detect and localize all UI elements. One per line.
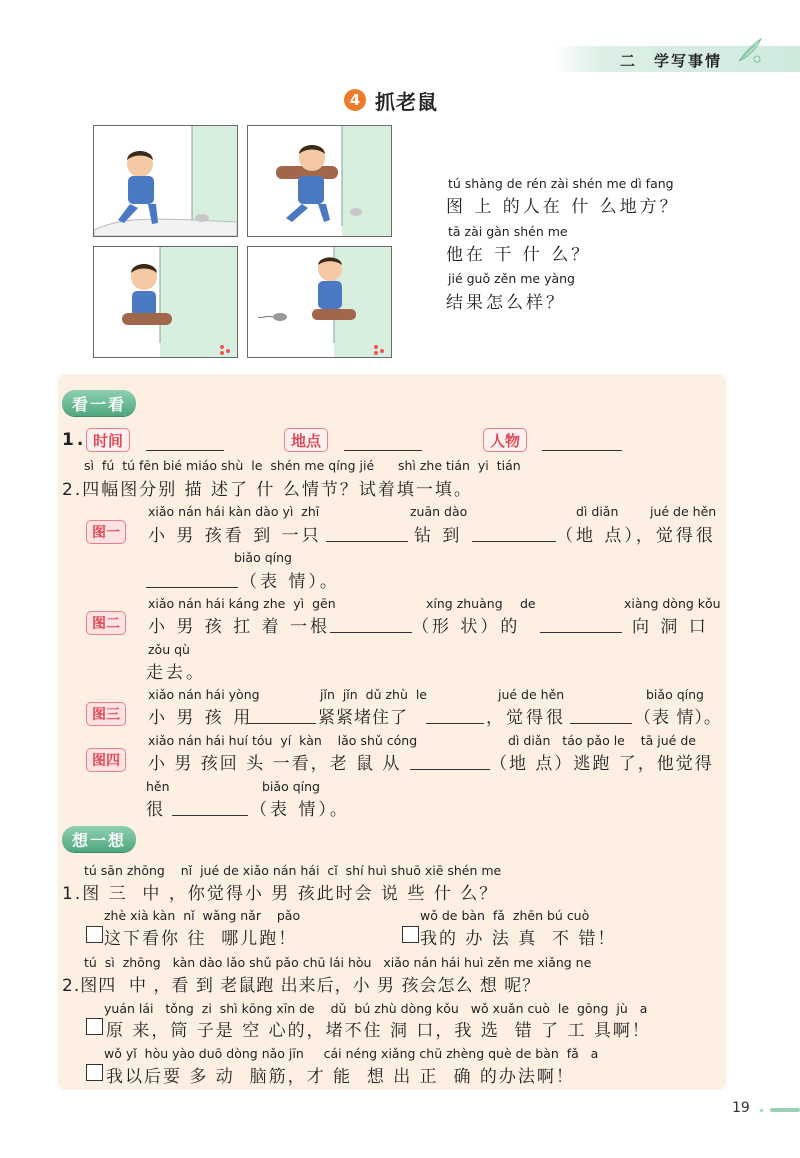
option-4-pinyin: wǒ yǐ hòu yào duō dòng nǎo jīn cái néng xiǎng chū zhèng què de bàn fǎ a xyxy=(104,1046,599,1061)
section-header: 二 学写事情 xyxy=(620,52,723,70)
look-item-2-pinyin: sì fú tú fēn bié miáo shù le shén me qíng jié shì zhe tián yi tián xyxy=(84,458,521,473)
fig3-blank-hole[interactable] xyxy=(426,722,484,724)
fig1-text-b: 钻 到 xyxy=(414,526,463,546)
question-2: 他在 干 什 么？ xyxy=(446,245,592,265)
fig1-blank-animal[interactable] xyxy=(326,540,408,542)
fig3-text-d: （表 情）。 xyxy=(634,708,722,728)
fig2-text-c: 向 洞 口 xyxy=(632,617,709,637)
fig3-blank-tool[interactable] xyxy=(248,722,316,724)
option-2-text: 我的 办 法 真 不 错！ xyxy=(420,929,617,949)
lesson-title xyxy=(344,86,438,114)
question-3-pinyin: jié guǒ zěn me yàng xyxy=(448,271,575,286)
mouse-escapes-illustration xyxy=(248,247,391,357)
fig2-pinyin-e: zǒu qù xyxy=(148,642,190,657)
option-3-pinyin: yuán lái tǒng zi shì kōng xīn de dǔ bú zhù dòng kǒu wǒ xuǎn cuò le gōng jù a xyxy=(104,1001,648,1016)
time-blank[interactable] xyxy=(146,449,224,451)
comic-panel-3 xyxy=(93,246,238,358)
fig1-text-c: （地 点），觉得很 xyxy=(556,526,716,546)
fig1-pinyin-a: xiǎo nán hái kàn dào yì zhī xyxy=(148,504,320,519)
fig3-text-a: 小 男 孩 用 xyxy=(148,708,254,728)
person-blank[interactable] xyxy=(542,449,622,451)
boy-carries-tube-illustration xyxy=(248,126,391,236)
option-3-text: 原 来，筒 子是 空 心的，堵不住 洞 口，我 选 错 了 工 具啊！ xyxy=(106,1021,651,1041)
fig2-pinyin-c: de xyxy=(520,596,536,611)
lesson-title-text: 抓老鼠 xyxy=(375,89,438,114)
option-4-text: 我以后要 多 动 脑筋，才 能 想 出 正 确 的办法啊！ xyxy=(106,1067,575,1087)
lesson-number: 4 xyxy=(344,89,366,111)
tag-figure-2: 图二 xyxy=(86,611,126,635)
feather-pen-icon xyxy=(735,35,765,65)
boy-runs-scene-illustration xyxy=(94,126,237,236)
fig1-text-a: 小 男 孩看 到 一只 xyxy=(148,526,322,546)
fig2-pinyin-b: xíng zhuàng xyxy=(426,596,503,611)
think-q1-pinyin: tú sān zhōng nǐ jué de xiǎo nán hái cǐ shí huì shuō xiē shén me xyxy=(84,863,502,878)
fig2-text-b: （形 状）的 xyxy=(412,617,521,637)
fig4-text-a: 小 男 孩回 头 一看，老 鼠 从 xyxy=(148,754,402,774)
tag-figure-4: 图四 xyxy=(86,748,126,772)
fig3-text-c: ，觉得很 xyxy=(486,708,566,728)
tag-person: 人物 xyxy=(483,428,527,452)
tag-figure-1: 图一 xyxy=(86,520,126,544)
option-4-checkbox[interactable] xyxy=(86,1064,103,1081)
fig4-text-c: 很 xyxy=(146,800,166,820)
question-1-pinyin: tú shàng de rén zài shén me dì fang xyxy=(448,176,674,191)
think-q1: 1.图 三 中 ，你觉得小 男 孩此时会 说 些 什 么？ xyxy=(62,884,499,904)
fig1-blank-place[interactable] xyxy=(472,540,556,542)
option-1-checkbox[interactable] xyxy=(86,926,103,943)
tag-figure-3: 图三 xyxy=(86,702,126,726)
fig2-text-d: 走去。 xyxy=(146,663,206,683)
fig4-text-d: （表 情）。 xyxy=(250,800,350,820)
comic-panel-2 xyxy=(247,125,392,237)
fig4-blank-place[interactable] xyxy=(410,768,490,770)
think-badge: 想一想 xyxy=(62,826,136,852)
fig2-text-a: 小 男 孩 扛 着 一根 xyxy=(148,617,331,637)
fig3-text-b: 紧紧堵住了 xyxy=(318,708,408,728)
fig3-blank-feeling[interactable] xyxy=(570,722,632,724)
option-2-pinyin: wǒ de bàn fǎ zhēn bú cuò xyxy=(420,908,590,923)
fig4-pinyin-b: dì diǎn táo pǎo le tā jué de xyxy=(508,733,696,748)
tag-place: 地点 xyxy=(284,428,328,452)
fig1-text-d: （表 情）。 xyxy=(240,572,340,592)
look-badge: 看一看 xyxy=(62,390,136,416)
page-number: 19 xyxy=(732,1100,750,1116)
question-3: 结果怎么样？ xyxy=(446,293,566,313)
tag-time: 时间 xyxy=(86,428,130,452)
option-1-text: 这下看你 往 哪儿跑！ xyxy=(104,929,298,949)
comic-panel-4 xyxy=(247,246,392,358)
place-blank[interactable] xyxy=(344,449,422,451)
option-1-pinyin: zhè xià kàn nǐ wǎng nǎr pǎo xyxy=(104,908,301,923)
fig1-pinyin-b: zuān dào xyxy=(410,504,468,519)
option-2-checkbox[interactable] xyxy=(402,926,419,943)
look-item-2: 2.四幅图分别 描 述了 什 么情节？试着填一填。 xyxy=(62,480,473,500)
fig4-blank-feeling[interactable] xyxy=(172,814,248,816)
page-number-line xyxy=(770,1108,800,1112)
fig1-pinyin-c: dì diǎn xyxy=(576,504,619,519)
fig3-pinyin-b: jǐn jǐn dǔ zhù le xyxy=(320,687,427,702)
fig3-pinyin-c: jué de hěn xyxy=(498,687,565,702)
fig1-pinyin-d: jué de hěn xyxy=(650,504,717,519)
fig4-text-b: （地 点）逃跑 了，他觉得 xyxy=(490,754,714,774)
fig3-pinyin-a: xiǎo nán hái yòng xyxy=(148,687,260,702)
fig1-pinyin-e: biǎo qíng xyxy=(234,550,292,565)
fig2-pinyin-d: xiàng dòng kǒu xyxy=(624,596,721,611)
fig1-blank-feeling[interactable] xyxy=(146,586,238,588)
think-q2: 2.图四 中 ，看 到 老鼠跑 出来后，小 男 孩会怎么 想 呢？ xyxy=(62,976,541,996)
look-item-1-number: 1. xyxy=(62,430,87,450)
fig3-pinyin-d: biǎo qíng xyxy=(646,687,704,702)
fig4-pinyin-a: xiǎo nán hái huí tóu yí kàn lǎo shǔ cóng xyxy=(148,733,418,748)
think-q2-pinyin: tú sì zhōng kàn dào lǎo shǔ pǎo chū lái hòu xiǎo nán hái huì zěn me xiǎng ne xyxy=(84,955,592,970)
fig2-pinyin-a: xiǎo nán hái káng zhe yì gēn xyxy=(148,596,336,611)
fig4-pinyin-d: biǎo qíng xyxy=(262,779,320,794)
fig2-blank-object[interactable] xyxy=(330,631,412,633)
page-number-dot xyxy=(760,1109,763,1112)
fig4-pinyin-c: hěn xyxy=(146,779,170,794)
boy-blocks-hole-illustration xyxy=(94,247,237,357)
question-1: 图 上 的人在 什 么地方？ xyxy=(446,197,680,217)
fig2-blank-shape[interactable] xyxy=(540,631,622,633)
question-2-pinyin: tā zài gàn shén me xyxy=(448,224,568,239)
comic-panel-1 xyxy=(93,125,238,237)
option-3-checkbox[interactable] xyxy=(86,1018,103,1035)
